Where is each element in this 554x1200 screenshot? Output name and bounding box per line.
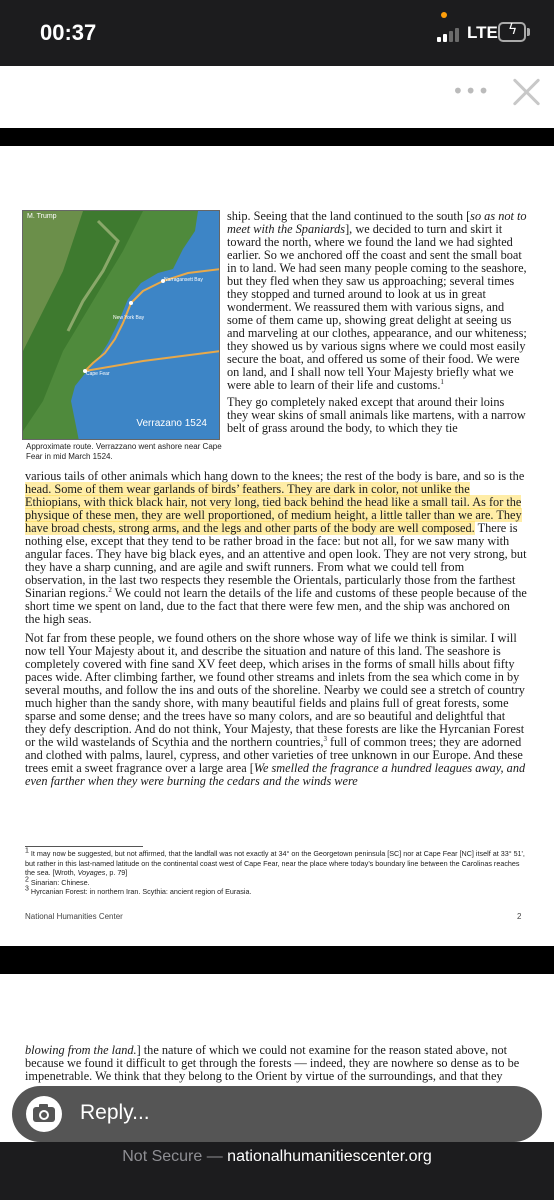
- map-figure: [22, 210, 220, 470]
- paragraph-2-start: They go completely naked except that around their loins they wear skins of small animals like martens, with a narrow belt of grass around the body, to which they tie: [227, 395, 526, 435]
- next-page-paragraph: blowing from the land.] the nature of which we could not examine for the reason stated above, not because we found it difficult to get through the forests — indeed, they are nowhere so dense as to be impenetrable. We think that they belong to the Orient by virtue of the surroundings, and that they: [25, 1043, 520, 1083]
- figure-caption: Approximate route. Verrazzano went ashore near Cape Fear in mid March 1524.: [26, 442, 222, 461]
- url-display: [0, 1148, 554, 1166]
- status-time: 00:37: [40, 20, 97, 45]
- paragraph-1: ship. Seeing that the land continued to the south [so as not to meet with the Spaniards], we decided to turn and skirt it toward the north, where we found the land we had sighted earlier. So we anchored off the coast and sent the small boat in to land. We had seen many people coming to the seashore, but they fled when they saw us approaching; several times they stopped and turned around to look at us in great wonderment. We reassured them with various signs, and some of them came up, showing great delight at seeing us and marveling at our clothes, appearance, and our whiteness; they showed us by various signs where we could most easily secure the boat, and offered us some of their food. We were on land, and I shall now tell Your Majesty briefly what we were able to learn of their life and customs.$^1$: [227, 209, 527, 392]
- map-label-cape-fear: Cape Fear: [86, 371, 110, 377]
- column-text: [227, 210, 527, 435]
- footnotes: [25, 849, 527, 897]
- reply-placeholder: Reply...: [80, 1101, 150, 1124]
- map-label-new-york: New York Bay: [113, 315, 145, 321]
- network-type: LTE: [467, 23, 498, 42]
- footer-page-number: 2: [517, 912, 522, 921]
- close-icon[interactable]: [510, 76, 542, 108]
- battery-cap: [527, 28, 530, 36]
- address-bar[interactable]: [0, 1142, 554, 1200]
- full-width-text: [25, 470, 527, 788]
- footnote-1: $^1$ It may now be suggested, but not affirmed, that the landfall was not exactly at 34° on the Georgetown peninsula [SC] nor at Cape Fear [NC] itself at 33° 51', but rather in this last-named latitude on the continental coast west of Cape Fear, near the place where today’s boundary line between the Carolinas reaches the sea. [Wroth, Voyages, p. 79]: [25, 847, 525, 877]
- next-page-text: [25, 1044, 527, 1083]
- paragraph-2-rest: various tails of other animals which hang down to the knees; the rest of the body is bare, and so is the head. Some of them wear garlands of birds’ feathers. They are dark in color, not unlike the Ethiopians, with thick black hair, not very long, tied back behind the head like a small tail. As for the physique of these men, they are well proportioned, of medium height, a little taller than we are. They have broad chests, strong arms, and the legs and other parts of the body are well composed. There is nothing else, except that they tend to be rather broad in the face: but not all, for we saw many with angular faces. They have big black eyes, and an attentive and open look. They are not very strong, but they have a sharp cunning, and are agile and swift runners. From what we could tell from observation, in the last two respects they resemble the Orientals, particularly those from the farthest Sinarian regions.$^2$ We could not learn the details of the life and customs of these people because of the short time we spent on land, due to the fact that there were few men, and the ship was anchored on the high seas.: [25, 469, 527, 626]
- document-page: [0, 146, 554, 946]
- map-label-narragansett: Narragansett Bay: [164, 277, 203, 283]
- page-separator: [0, 946, 554, 974]
- cellular-signal-icon: [437, 26, 463, 42]
- route-map: [22, 210, 220, 440]
- ellipsis-icon[interactable]: •••: [452, 79, 491, 103]
- highlighted-passage: head. Some of them wear garlands of birds’ feathers. They are dark in color, not unlike the Ethiopians, with thick black hair, not very long, tied back behind the head like a small tail. As for the physique of these men, they are well proportioned, of medium height, a little taller than we are. They have broad chests, strong arms, and the legs and other parts of the body are well composed.: [25, 482, 522, 535]
- map-drawing: [23, 211, 220, 440]
- battery-icon: ϟ: [498, 22, 526, 42]
- status-bar: [0, 0, 554, 66]
- url-domain: nationalhumanitiescenter.org: [227, 1148, 432, 1165]
- footnote-2: $^2$ Sinarian: Chinese.: [25, 876, 90, 887]
- reply-input[interactable]: [12, 1086, 542, 1142]
- footnote-rule: [25, 846, 143, 847]
- microphone-indicator-icon: [441, 12, 447, 18]
- map-credit: M. Trump: [27, 213, 57, 220]
- camera-icon[interactable]: [26, 1096, 62, 1132]
- map-title: Verrazano 1524: [136, 418, 207, 429]
- security-label: Not Secure —: [122, 1148, 223, 1165]
- footnote-3: $^3$ Hyrcanian Forest: in northern Iran. Scythia: ancient region of Eurasia.: [25, 885, 252, 896]
- paragraph-3: Not far from these people, we found others on the shore whose way of life we think is similar. I will now tell Your Majesty about it, and describe the situation and nature of this land. The seashore is completely covered with fine sand XV feet deep, which arises in the forms of small hills about fifty paces wide. After climbing farther, we found other streams and inlets from the sea which come in by several mouths, and follow the ins and outs of the shoreline. Nearby we could see a stretch of country much higher than the sandy shore, with many beautiful fields and plains full of great forests, some sparse and some dense; and the trees have so many colors, and are so beautiful and delightful that they defy description. And do not think, Your Majesty, that these forests are like the Hyrcanian Forest or the wild wastelands of Scythia and the northern countries,$^3$ full of common trees; they are adorned and clothed with palms, laurel, cypress, and other varieties of tree unknown in our Europe. And these trees emit a sweet fragrance over a large area [We smelled the fragrance a hundred leagues away, and even farther when they were burning the cedars and the winds were: [25, 631, 526, 788]
- footer-publisher: National Humanities Center: [25, 912, 123, 921]
